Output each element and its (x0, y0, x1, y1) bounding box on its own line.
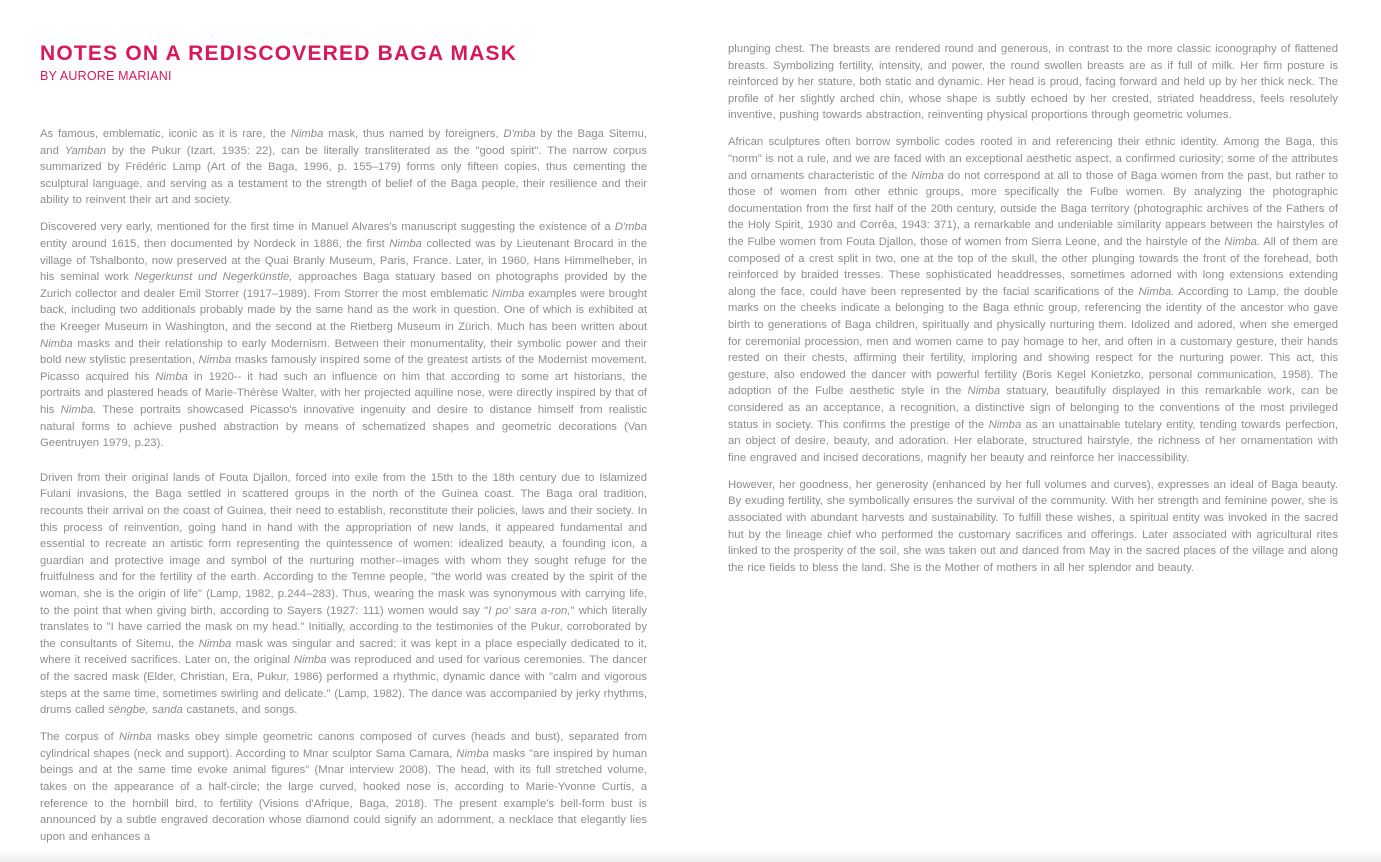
text-run: examples were brought back, including two additionals probably made by the same hand as the work in question. One of which is exhibited at the Kreeger Museum in Washington, and the second at the Rietberg Museum in Zürich. Much has been written about (40, 287, 647, 334)
paragraph (40, 470, 647, 719)
text-run: as an unattainable tutelary entity, tending towards perfection, an object of desire, beauty, and adoration. Her elaborate, structured hairstyle, the richness of her ornamentation with fine engraved and incised decorations, magnify her beauty and reinforce her inaccessibility. (728, 418, 1338, 464)
text-run: These portraits showcased Picasso's innovative ingenuity and desire to distance himself from realistic natural forms to achieve pushed abstraction by means of schematized shapes and geometric decorations (Van Geentruyen 1979, p.23). (40, 404, 647, 450)
text-run-italic: Nimba (293, 654, 327, 667)
text-run-italic: Nimba (155, 370, 188, 383)
text-run: mask was singular and sacred; it was kept in a place especially dedicated to it, where it received sacrifices. Later on, the original (40, 637, 647, 667)
page-title: NOTES ON A REDISCOVERED BAGA MASK (40, 42, 518, 65)
right-column (728, 40, 1338, 862)
text-run-italic: Nimba (40, 337, 73, 350)
text-run-italic: D'mba (614, 221, 647, 234)
text-run-italic: Nimba (491, 287, 525, 300)
text-run: Driven from their original lands of Fouta Djallon, forced into exile from the 15th to the 18th century due to Islamized Fulani invasions, the Baga settled in scattered groups in the north of the Guinea coast. The Baga oral tradition, recounts their arrival on the coast of Guinea, their need to establish, reconstitute their policies, laws and their society. In this process of reinvention, going hand in hand with the appropriation of new lands, it appeared fundamental and essential to recreate an artistic form representing the quintessence of women: idealized beauty, a founding icon, a guardian and protective image and symbol of the nurturing mother--images with whom they sought refuge for the fruitfulness and for the fertility of the earth. According to the Temne people, "the world was created by the spirit of the woman, she is the origin of life" (Lamp, 1982, p.244–283). Thus, wearing the mask was synonymous with carrying life, to the point that when giving birth, according to Sayers (1927: 111) women would say " (40, 471, 647, 617)
text-run-italic: Nimba (119, 731, 152, 744)
text-run: masks "are inspired by human beings and at the same time evoke animal figures" (Mnar interview 2008). The head, with its full stretched volume, takes on the appearance of a half-circle; the large curved, hooked nose is, according to Marie-Yvonne Curtis, a reference to the hornbill bird, to fertility (Visions d'Afrique, Baga, 2018). The present example's bell-form bust is announced by a subtle engraved decoration whose diamond could signify an adornment, a necklace that elegantly lies upon and enhances a (40, 747, 647, 843)
text-run-italic: D'mba (503, 128, 536, 140)
paragraph (40, 729, 647, 845)
text-run-italic: Nimba. (1224, 236, 1261, 249)
text-run: do not correspond at all to those of Baga women from the past, but rather to those of women from other ethnic groups, more specifically the Fulbe women. By analyzing the photographic documentation from the first half of the 20th century, outside the Baga territory (photographic archives of the Fathers of the Holy Spirit, 1930 and Corrêa, 1943: 371), a remarkable and undeniable similarity appears between the hairstyles of the Fulbe women from Fouta Djallon, those of women from Sierra Leone, and the hairstyle of the (728, 169, 1338, 249)
text-run: Discovered very early, mentioned for the first time in Manuel Alvares's manuscript suggesting the existence of a (40, 221, 615, 234)
text-run: According to Lamp, the double marks on the cheeks indicate a belonging to the Baga ethnic group, referencing the identity of the ancestor who gave birth to generations of Baga children, spiritually and physically nurturing them. Idolized and adored, when she emerged for ceremonial procession, men and women came to pay homage to her, and often in a customary gesture, their hands rested on their chests, affirming their fertility, imploring and showing respect for the nurturing power. This act, this gesture, also endowed the dancer with powerful fertility (Boris Kegel Konietzko, personal communication, 1958). The adoption of the Fulbe aesthetic style in the (728, 285, 1338, 398)
text-run: collected was by Lieutenant Brocard in the village of Tshalbonto, now preserved at the Quai Branly Museum, Paris, France. Later, in 1960, Hans Himmelheber, in his seminal work (40, 238, 647, 284)
text-run: " which literally translates to "I have carried the mask on my head." Initially, according to the testimonies of the Pukur, corroborated by the consultants of Sitemu, the (40, 604, 648, 650)
paragraph (728, 477, 1338, 577)
text-run: statuary, beautifully displayed in this remarkable work, can be considered as an acceptance, a recognition, a distinctive sign of belonging to the conventions of the most privileged status in society. This confirms the prestige of the (728, 385, 1339, 431)
text-run: All of them are composed of a crest split in two, one at the top of the skull, the other plunging towards the front of the forehead, both reinforced by braided tresses. These sophisticated headdresses, sometimes adorned with long extensions extending along the face, could have been represented by the facial scarifications of the (728, 236, 1338, 298)
text-run-italic: Nimba (456, 747, 489, 760)
left-column-text (40, 126, 647, 845)
left-column (40, 40, 647, 862)
text-run: by the Pukur (Izart, 1935: 22), can be literally transliterated as the "good spirit". The narrow corpus summarized by Frédéric Lamp (Art of the Baga, 1996, p. 155–179) forms only fifteen copies, thus cementing the sculptural language, and serving as a testament to the strength of belief of the Baga people, their resilience and their ability to reinvent their art and society. (40, 144, 647, 207)
text-run-italic: Nimba (389, 238, 422, 251)
text-run-italic: Nimba (198, 637, 232, 650)
text-run-italic: Nimba. (60, 404, 97, 416)
text-run-italic: I po' sara a-ron, (488, 604, 571, 617)
text-run: mask, thus named by foreigners, (323, 128, 504, 140)
text-run: was reproduced and used for various ceremonies. The dancer of the sacred mask (Elder, Christian, Era, Pukur, 1986) performed a rhythmic, dynamic dance with "calm and vigorous steps at the same time, sometimes swirling and delicate." (Lamp, 1982). The dance was accompanied by jerky rhythms, drums called (40, 654, 647, 717)
text-run-italic: Negerkunst und Negerkünstle, (134, 271, 293, 284)
text-run: in 1920-- it had such an influence on him that according to some art historians, the portraits and plastered heads of Marie-Thérèse Walter, with her projected aquiline nose, were directly inspired by that of his (40, 370, 648, 416)
text-run: castanets, and songs. (182, 704, 298, 717)
paragraph (40, 126, 647, 209)
paragraph (40, 219, 647, 451)
text-run-italic: Nimba (967, 385, 1001, 398)
text-run: plunging chest. The breasts are rendered round and generous, in contrast to the more classic iconography of flattened breasts. Symbolizing fertility, intensity, and power, the round swollen breasts are as if full of milk. Her firm posture is reinforced by her stature, both static and dynamic. Her head is proud, facing forward and held up by her thick neck. The profile of her slightly arched chin, whose shape is subtly echoed by her crested, striated headdress, feels resolutely inventive, pushing towards abstraction, reinventing physical proportions through geometric volumes. (728, 43, 1338, 122)
right-column-text (728, 41, 1338, 576)
text-run-italic: Nimba (290, 128, 324, 140)
text-run-italic: sëngbe, sanda (108, 704, 183, 717)
text-run: African sculptures often borrow symbolic codes rooted in and referencing their ethnic identity. Among the Baga, this "norm" is not a rule, and we are faced with an exceptional aesthetic aspect, a confirmed curiosity; some of the attributes and ornaments characteristic of the (728, 136, 1338, 182)
text-run: The corpus of (40, 731, 119, 744)
paragraph (728, 134, 1338, 466)
text-run-italic: Nimba (988, 418, 1022, 431)
text-run-italic: Yamban (64, 144, 107, 157)
text-run: approaches Baga statuary based on photographs provided by the Zurich collector and dealer Emil Storrer (1917–1989). From Storrer the most emblematic (40, 271, 647, 300)
text-run: masks and their relationship to early Modernism. Between their monumentality, their symbolic power and their bold new stylistic presentation, (40, 337, 647, 367)
text-run-italic: Nimba (198, 354, 232, 367)
text-run: masks famously inspired some of the greatest artists of the Modernist movement. Picasso acquired his (40, 354, 647, 383)
text-run: entity around 1615, then documented by Nordeck in 1886, the first (40, 238, 390, 251)
text-run: However, her goodness, her generosity (enhanced by her full volumes and curves), expresses an ideal of Baga beauty. By exuding fertility, she symbolically ensures the survival of the community. With her strength and feminine power, she is associated with abundant harvests and sustainability. To fulfill these wishes, a spiritual entity was invoked in the sacred hut by the lineage chief who performed the customary sacrifices and offerings. Later associated with agricultural rites linked to the prosperity of the soil, she was taken out and danced from May in the sacred places of the village and along the rice fields to bless the land. She is the Mother of mothers in all her splendor and beauty. (728, 478, 1338, 574)
text-run: masks obey simple geometric canons composed of curves (heads and bust), separated from cylindrical shapes (neck and support). According to Mnar sculptor Sama Camara, (40, 731, 647, 760)
paragraph (728, 41, 1338, 124)
article-byline: BY AURORE MARIANI (40, 69, 172, 83)
text-run-italic: Nimba (911, 169, 944, 182)
text-run: by the Baga Sitemu, and (40, 128, 647, 157)
text-run: As famous, emblematic, iconic as it is rare, the (40, 128, 291, 140)
text-run-italic: Nimba. (1138, 285, 1175, 298)
